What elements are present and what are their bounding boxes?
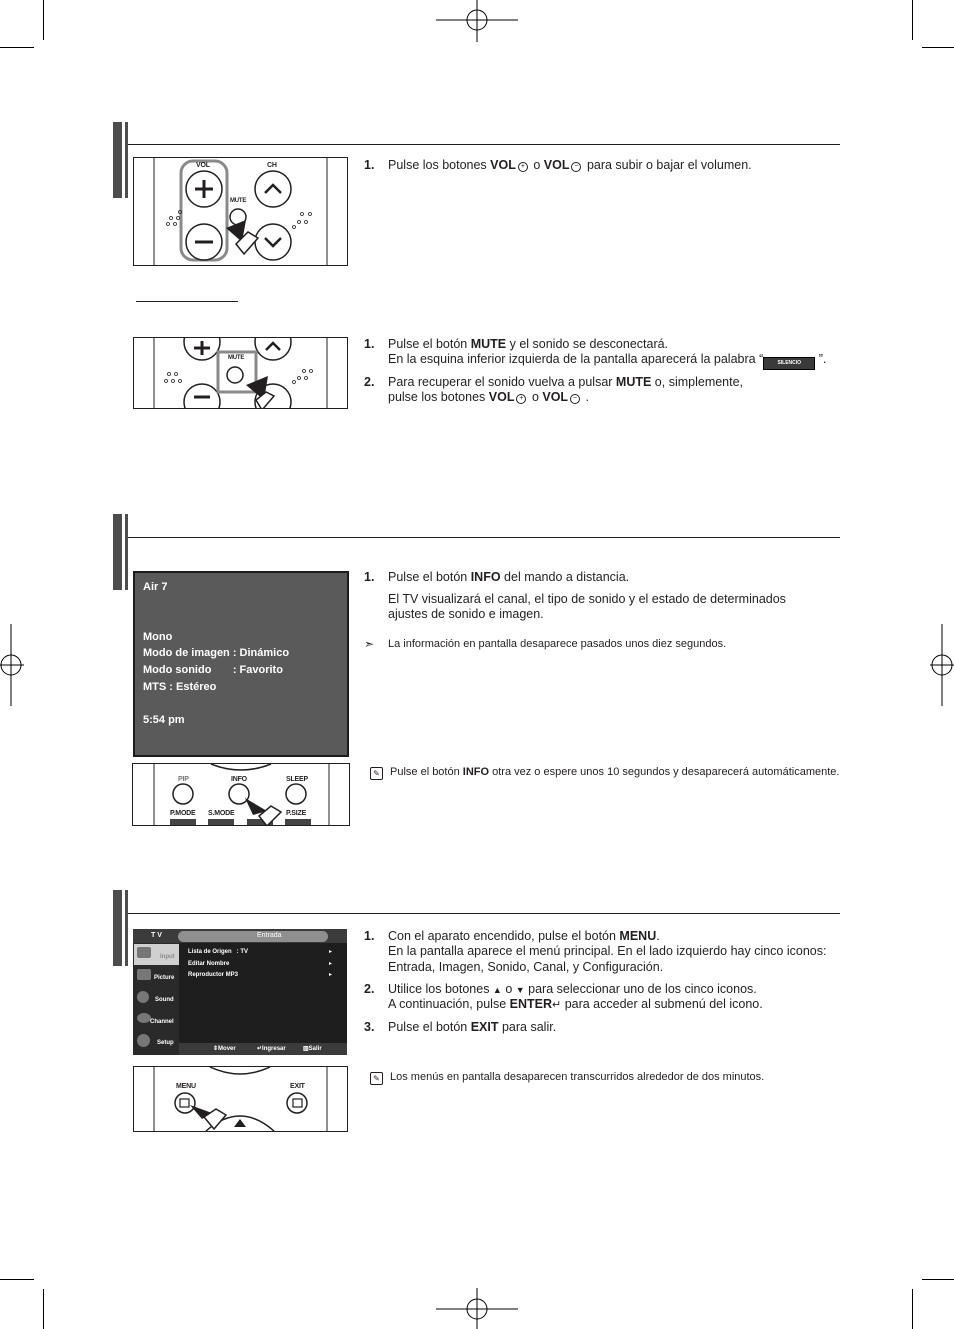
down-arrow-icon: ▼: [515, 985, 525, 995]
picture-tab-icon: [137, 969, 151, 980]
menu-step-3: 3. Pulse el botón EXIT para salir.: [364, 1020, 557, 1034]
remote-volume-illustration: [133, 157, 348, 266]
note-icon: ✎: [370, 1072, 383, 1085]
registration-mark-bottom: [436, 1288, 518, 1329]
osd-time: 5:54 pm: [143, 714, 185, 726]
osd-title: Entrada: [257, 932, 282, 939]
ch-label: CH: [267, 162, 277, 169]
plus-icon: +: [518, 162, 528, 172]
setup-tab-icon: [137, 1034, 150, 1047]
chevron-right-icon: ▸: [329, 961, 333, 967]
info-arrow-note: La información en pantalla desaparece pasados unos diez segundos.: [388, 638, 727, 650]
smode-label: S.MODE: [208, 810, 235, 817]
osd-tab-sound: Sound: [155, 997, 174, 1003]
registration-mark-right: [930, 624, 954, 706]
osd-picture-mode: Modo de imagen : Dinámico: [143, 647, 290, 659]
info-label: INFO: [231, 776, 247, 783]
osd-item: Reproductor MP3: [188, 972, 239, 978]
osd-item: Lista de Origen : TV: [188, 949, 249, 955]
osd-tab-picture: Picture: [154, 975, 175, 981]
mute-step-2: 2. Para recuperar el sonido vuelva a pulsar MUTE o, simplemente, pulse los botones VOL + o VOL − .: [364, 375, 744, 404]
chevron-right-icon: ▸: [329, 949, 333, 955]
section-marker: [113, 514, 128, 590]
up-arrow-icon: ▲: [492, 985, 502, 995]
osd-footer-move: ⇕Mover: [213, 1046, 236, 1052]
osd-tab-input: Input: [160, 954, 175, 960]
info-paragraph: El TV visualizará el canal, el tipo de sonido y el estado de determinados ajustes de sonido e imagen.: [388, 592, 786, 621]
pmode-label: P.MODE: [170, 810, 196, 817]
input-tab-icon: [137, 947, 151, 958]
info-osd-screen: [133, 571, 349, 757]
mute-label: MUTE: [228, 355, 245, 361]
crop-mark: [0, 47, 34, 48]
menu-label: MENU: [176, 1083, 196, 1090]
chevron-right-icon: ▸: [329, 972, 333, 978]
osd-footer-enter: ↵Ingresar: [257, 1046, 286, 1052]
osd-tv-label: T V: [151, 932, 162, 939]
osd-item: Editar Nombre: [188, 961, 230, 967]
sound-tab-icon: [137, 991, 149, 1003]
osd-sound-mode: Modo sonido : Favorito: [143, 664, 283, 676]
crop-mark: [922, 1279, 954, 1280]
arrow-note-icon: ➣: [364, 637, 375, 651]
menu-step-1: 1. Con el aparato encendido, pulse el botón MENU. En la pantalla aparece el menú principal. En el lado izquierdo hay cinco iconos: Entrada, Imagen, Sonido, Canal, y Configuración.: [364, 929, 827, 974]
osd-title-bar: [178, 931, 328, 942]
enter-icon: ↵: [552, 999, 562, 1011]
crop-mark: [922, 47, 954, 48]
crop-mark: [0, 1279, 34, 1280]
menu-note: Los menús en pantalla desaparecen transcurridos alrededor de dos minutos.: [390, 1071, 765, 1083]
plus-icon: +: [516, 394, 526, 404]
mute-label: MUTE: [230, 198, 247, 204]
minus-icon: −: [570, 394, 580, 404]
remote-info-illustration: [132, 763, 350, 826]
osd-mts: MTS : Estéreo: [143, 681, 217, 693]
registration-mark-top: [436, 0, 518, 42]
osd-mono: Mono: [143, 631, 173, 643]
section-rule: [128, 537, 840, 538]
psize-label: P.SIZE: [286, 810, 307, 817]
minus-icon: −: [571, 162, 581, 172]
exit-label: EXIT: [290, 1083, 305, 1090]
remote-menu-illustration: [133, 1066, 348, 1132]
note-icon: ✎: [370, 767, 383, 780]
crop-mark: [912, 1289, 913, 1329]
info-step-1: 1. Pulse el botón INFO del mando a distancia.: [364, 570, 630, 584]
osd-tab-setup: Setup: [157, 1040, 174, 1046]
osd-footer-exit: ▥Salir: [303, 1046, 322, 1052]
section-rule: [128, 144, 840, 145]
section-marker: [113, 122, 128, 198]
menu-step-2: 2. Utilice los botones ▲ o ▼ para seleccionar uno de los cinco iconos. A continuación, pulse ENTER↵ para acceder al submenú del icono.: [364, 982, 763, 1011]
crop-mark: [43, 1289, 44, 1329]
crop-mark: [912, 0, 913, 40]
vol-label: VOL: [196, 162, 210, 169]
section-rule: [128, 913, 840, 914]
silencio-badge: SILENCIO: [763, 357, 815, 370]
remote-mute-illustration: [133, 337, 348, 409]
sleep-label: SLEEP: [286, 776, 308, 783]
mute-step-1: 1. Pulse el botón MUTE y el sonido se desconectará. En la esquina inferior izquierda de la pantalla aparecerá la palabra “ SILENCIO ”.: [364, 337, 844, 369]
osd-channel: Air 7: [143, 581, 168, 593]
section-marker: [113, 890, 128, 966]
registration-mark-left: [0, 624, 24, 706]
main-menu-osd: [133, 929, 347, 1055]
channel-tab-icon: [137, 1013, 151, 1023]
pip-label: PIP: [178, 776, 189, 783]
info-note: Pulse el botón INFO otra vez o espere unos 10 segundos y desaparecerá automáticamente.: [390, 766, 840, 778]
osd-tab-channel: Channel: [150, 1019, 174, 1025]
crop-mark: [43, 0, 44, 40]
sub-section-rule: [136, 301, 238, 302]
